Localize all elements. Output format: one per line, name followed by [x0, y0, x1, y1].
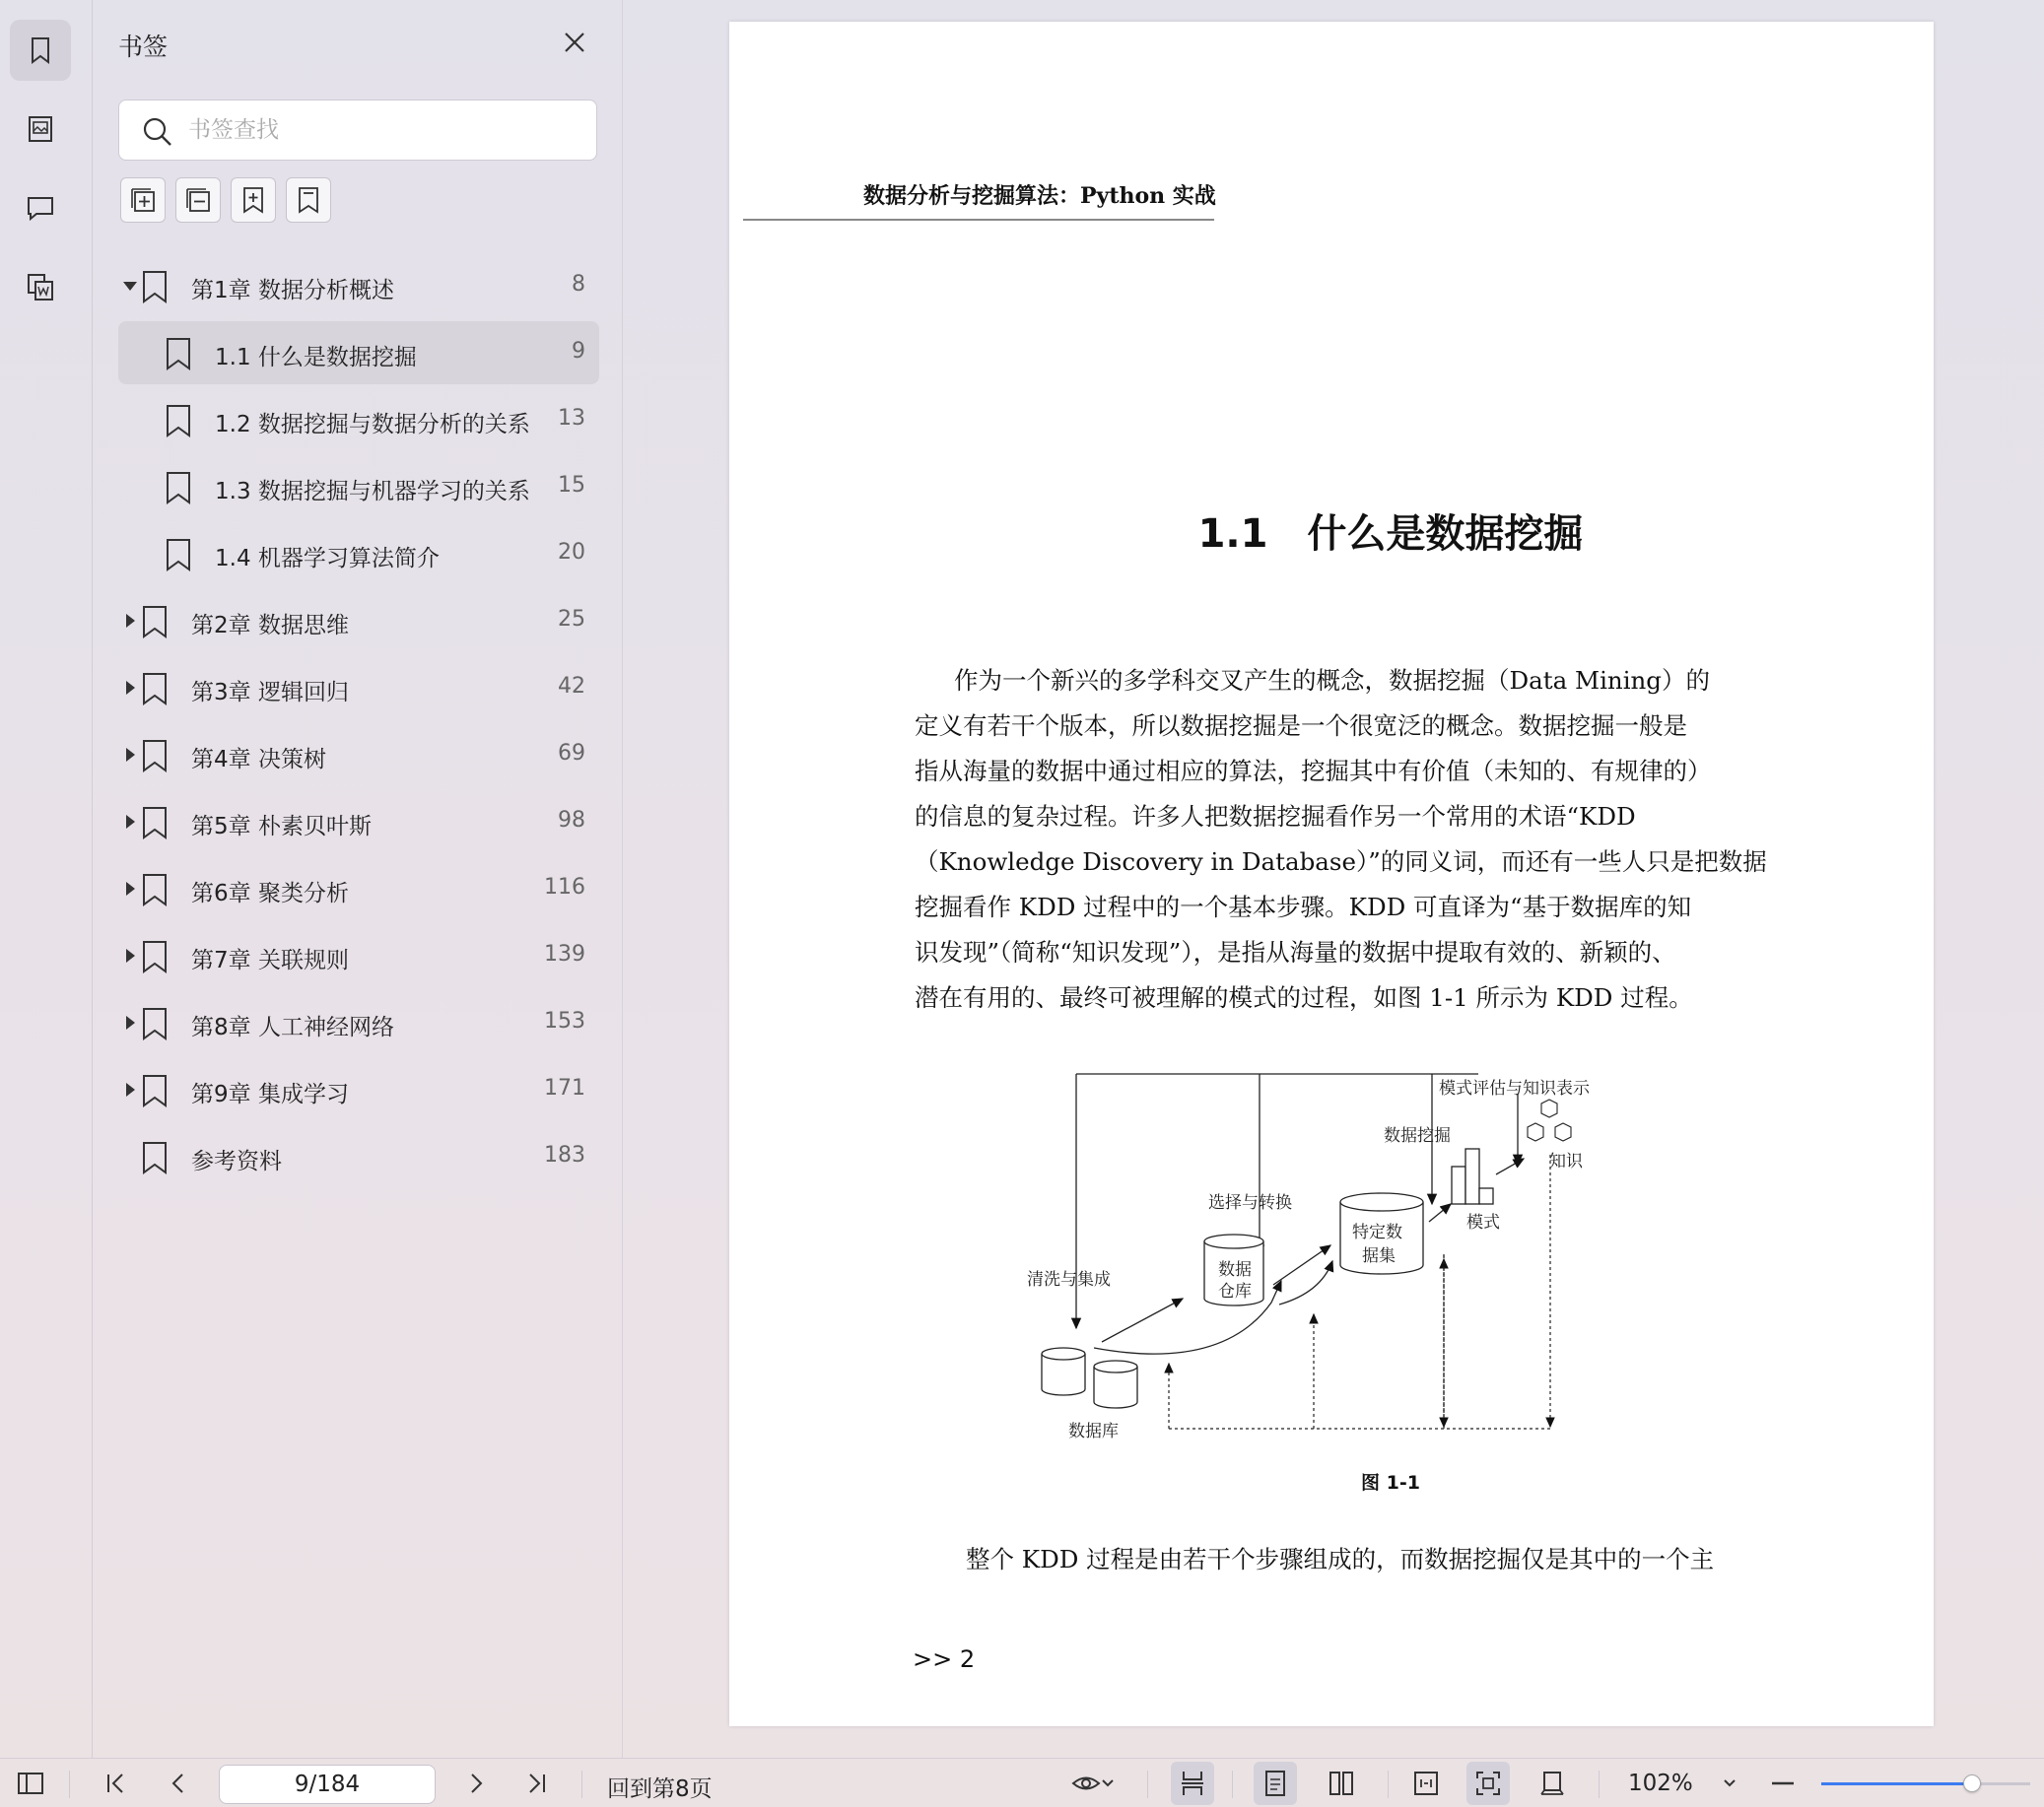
- fig-label-eval: 模式评估与知识表示: [1439, 1079, 1590, 1099]
- section-title: 1.1 什么是数据挖掘: [1197, 511, 1584, 557]
- bookmark-item[interactable]: [118, 924, 599, 987]
- separator: [1147, 1771, 1148, 1798]
- collapsed-arrow-icon[interactable]: [126, 815, 135, 829]
- eye-icon: [1071, 1769, 1101, 1798]
- bookmark-title: 第8章 人工神经网络: [191, 1015, 394, 1040]
- separator: [1232, 1771, 1233, 1798]
- add-bookmark-icon: [238, 184, 269, 216]
- fig-label-dataset-2: 据集: [1362, 1246, 1396, 1266]
- first-page-button[interactable]: [99, 1767, 132, 1800]
- bookmark-icon: [166, 538, 191, 571]
- fig-label-pattern: 模式: [1466, 1213, 1500, 1233]
- search-icon: [141, 115, 174, 149]
- text-recognition-icon: [25, 271, 56, 302]
- page-number: >> 2: [913, 1645, 976, 1673]
- bookmark-page: 42: [558, 674, 585, 699]
- bookmark-icon: [166, 471, 191, 504]
- page-orientation-icon: [1537, 1769, 1567, 1798]
- bookmark-page: 15: [558, 473, 585, 498]
- bookmark-panel: [93, 0, 623, 1758]
- bookmark-icon: [293, 184, 324, 216]
- zoom-level[interactable]: 102%: [1628, 1771, 1693, 1796]
- fig-label-mining: 数据挖掘: [1384, 1126, 1451, 1146]
- bookmark-item[interactable]: [118, 321, 599, 384]
- bookmark-title: 第5章 朴素贝叶斯: [191, 814, 372, 839]
- paragraph-line: 挖掘看作 KDD 过程中的一个基本步骤。KDD 可直译为“基于数据库的知: [915, 893, 1692, 921]
- bookmark-icon: [166, 337, 191, 370]
- paragraph-line: 定义有若干个版本，所以数据挖掘是一个很宽泛的概念。数据挖掘一般是: [915, 711, 1687, 740]
- next-page-button[interactable]: [459, 1767, 493, 1800]
- bookmark-title: 第4章 决策树: [191, 747, 326, 772]
- bookmark-item[interactable]: [118, 1058, 599, 1121]
- paragraph-line: （Knowledge Discovery in Database）”的同义词，而还有一些人只是把数据: [915, 847, 1767, 876]
- bookmark-search-box[interactable]: [118, 100, 597, 161]
- bookmark-page: 8: [572, 272, 585, 297]
- zoom-dropdown-button[interactable]: [1713, 1767, 1746, 1800]
- document-page: [729, 22, 1934, 1726]
- prev-page-button[interactable]: [162, 1767, 195, 1800]
- bookmark-icon: [142, 873, 168, 906]
- bookmark-icon: [142, 605, 168, 638]
- paragraph-line: 识发现”（简称“知识发现”），是指从海量的数据中提取有效的、新颖的、: [915, 938, 1676, 967]
- two-page-button[interactable]: [1325, 1767, 1358, 1800]
- bookmark-item[interactable]: [118, 388, 599, 451]
- bookmark-item[interactable]: [118, 790, 599, 853]
- fit-page-icon: [1473, 1769, 1503, 1798]
- first-page-icon: [101, 1769, 130, 1798]
- running-head: 数据分析与挖掘算法：Python 实战: [863, 183, 1216, 209]
- page-number-input[interactable]: [219, 1765, 436, 1804]
- bookmark-page: 9: [572, 339, 585, 364]
- bookmark-page: 98: [558, 808, 585, 833]
- bookmark-icon: [142, 739, 168, 772]
- expand-all-icon: [127, 184, 159, 216]
- bookmark-page: 25: [558, 607, 585, 632]
- bookmark-title: 第7章 关联规则: [191, 948, 349, 973]
- zoom-slider[interactable]: [1821, 1782, 2030, 1785]
- zoom-out-button[interactable]: [1766, 1767, 1800, 1800]
- two-page-icon: [1327, 1769, 1356, 1798]
- chevron-right-icon: [461, 1769, 491, 1798]
- expanded-arrow-icon[interactable]: [123, 282, 137, 291]
- fig-label-select: 选择与转换: [1208, 1193, 1292, 1213]
- paragraph-line: 潜在有用的、最终可被理解的模式的过程，如图 1-1 所示为 KDD 过程。: [915, 983, 1693, 1012]
- fig-label-clean: 清洗与集成: [1027, 1270, 1111, 1290]
- bookmark-title: 1.1 什么是数据挖掘: [215, 345, 417, 370]
- knowledge-hexagons: [1528, 1100, 1571, 1141]
- collapsed-arrow-icon[interactable]: [126, 1083, 135, 1097]
- fig-label-dataset-1: 特定数: [1352, 1223, 1402, 1242]
- close-icon[interactable]: [560, 28, 589, 57]
- separator: [581, 1771, 582, 1798]
- bookmark-icon: [142, 672, 168, 705]
- kdd-process-figure: [1025, 1046, 1590, 1460]
- bookmark-item[interactable]: [118, 723, 599, 786]
- bookmark-title: 第2章 数据思维: [191, 613, 349, 638]
- bookmark-icon: [142, 270, 168, 303]
- toggle-sidebar-button[interactable]: [14, 1767, 47, 1800]
- bookmark-current-page-button[interactable]: [286, 177, 331, 223]
- collapsed-arrow-icon[interactable]: [126, 949, 135, 963]
- bookmark-item[interactable]: [118, 254, 599, 317]
- bookmark-title: 参考资料: [191, 1149, 282, 1174]
- fig-label-warehouse-1: 数据: [1218, 1260, 1252, 1280]
- bookmark-title: 第6章 聚类分析: [191, 881, 349, 906]
- chevron-down-icon: [1101, 1776, 1115, 1790]
- comment-panel-button[interactable]: [10, 177, 71, 238]
- bookmark-page: 69: [558, 741, 585, 766]
- expand-all-button[interactable]: [120, 177, 166, 223]
- panel-title: 书签: [118, 33, 169, 61]
- bookmark-item[interactable]: [118, 589, 599, 652]
- fit-width-icon: [1411, 1769, 1441, 1798]
- zoom-slider-knob[interactable]: [1963, 1774, 1981, 1792]
- collapsed-arrow-icon[interactable]: [126, 681, 135, 695]
- paragraph-line: 的信息的复杂过程。许多人把数据挖掘看作另一个常用的术语“KDD: [915, 802, 1636, 831]
- figure-caption: 图 1-1: [1361, 1472, 1420, 1494]
- separator: [1388, 1771, 1389, 1798]
- bookmark-title: 第3章 逻辑回归: [191, 680, 349, 705]
- paragraph-line: 指从海量的数据中通过相应的算法，挖掘其中有价值（未知的、有规律的）: [915, 757, 1712, 785]
- collapsed-arrow-icon[interactable]: [126, 1016, 135, 1030]
- collapsed-arrow-icon[interactable]: [126, 748, 135, 762]
- bookmark-page: 153: [544, 1009, 585, 1034]
- bookmark-icon: [142, 806, 168, 839]
- bookmark-icon: [142, 1007, 168, 1040]
- bookmark-item[interactable]: [118, 522, 599, 585]
- add-bookmark-button[interactable]: [231, 177, 276, 223]
- single-page-icon: [1260, 1769, 1290, 1798]
- last-page-icon: [522, 1769, 552, 1798]
- database-cylinders: [1042, 1348, 1137, 1408]
- body-paragraph-2: 整个 KDD 过程是由若干个步骤组成的，而数据挖掘仅是其中的一个主: [966, 1545, 1715, 1573]
- bottom-toolbar: [0, 1758, 2044, 1807]
- bookmark-title: 1.2 数据挖掘与数据分析的关系: [215, 412, 530, 437]
- fit-page-button[interactable]: [1466, 1762, 1510, 1805]
- bookmark-title: 第9章 集成学习: [191, 1082, 349, 1107]
- bookmark-toolbar: [120, 177, 331, 223]
- bookmark-search-input[interactable]: [188, 100, 582, 160]
- bookmark-icon: [166, 404, 191, 437]
- bookmark-list: [118, 254, 599, 1192]
- thumbnail-panel-button[interactable]: [10, 99, 71, 160]
- collapsed-arrow-icon[interactable]: [126, 882, 135, 896]
- bookmark-item[interactable]: [118, 1125, 599, 1188]
- separator: [69, 1771, 70, 1798]
- text-recognition-panel-button[interactable]: [10, 256, 71, 317]
- image-thumbnail-icon: [25, 113, 56, 145]
- last-page-button[interactable]: [520, 1767, 554, 1800]
- page-orientation-button[interactable]: [1535, 1767, 1569, 1800]
- bookmark-icon: [142, 1074, 168, 1107]
- bookmark-page: 139: [544, 942, 585, 967]
- chevron-down-icon: [1723, 1776, 1737, 1790]
- left-icon-rail: [0, 0, 93, 1758]
- bookmark-item[interactable]: [118, 857, 599, 920]
- zoom-slider-fill: [1821, 1782, 1972, 1785]
- bookmark-title: 1.3 数据挖掘与机器学习的关系: [215, 479, 530, 504]
- collapsed-arrow-icon[interactable]: [126, 614, 135, 628]
- bookmark-title: 第1章 数据分析概述: [191, 278, 394, 303]
- fig-label-warehouse-2: 仓库: [1218, 1282, 1252, 1302]
- bookmark-panel-button[interactable]: [10, 20, 71, 81]
- continuous-scroll-button[interactable]: [1171, 1762, 1214, 1805]
- fig-label-database: 数据库: [1068, 1422, 1119, 1441]
- bookmark-page: 13: [558, 406, 585, 431]
- minus-icon: [1768, 1769, 1798, 1798]
- bookmark-page: 183: [544, 1143, 585, 1168]
- sidebar-icon: [16, 1769, 45, 1798]
- fig-label-knowledge: 知识: [1549, 1152, 1583, 1171]
- bookmark-icon: [25, 34, 56, 66]
- view-mode-dropdown[interactable]: [1064, 1767, 1122, 1800]
- fit-width-button[interactable]: [1409, 1767, 1443, 1800]
- paragraph-line: 作为一个新兴的多学科交叉产生的概念，数据挖掘（Data Mining）的: [954, 666, 1710, 695]
- collapse-all-button[interactable]: [175, 177, 221, 223]
- bookmark-page: 171: [544, 1076, 585, 1101]
- running-head-rule: [743, 219, 1214, 221]
- continuous-scroll-icon: [1178, 1769, 1207, 1798]
- bookmark-item[interactable]: [118, 455, 599, 518]
- bookmark-title: 1.4 机器学习算法简介: [215, 546, 440, 571]
- back-to-page-link[interactable]: 回到第8页: [607, 1776, 713, 1802]
- single-page-button[interactable]: [1254, 1762, 1297, 1805]
- bookmark-item[interactable]: [118, 656, 599, 719]
- bookmark-page: 116: [544, 875, 585, 900]
- chevron-left-icon: [164, 1769, 193, 1798]
- body-paragraph: [915, 658, 1767, 1021]
- comment-icon: [25, 192, 56, 224]
- pattern-bars: [1452, 1149, 1493, 1204]
- separator: [1599, 1771, 1600, 1798]
- bookmark-icon: [142, 940, 168, 973]
- bookmark-icon: [142, 1141, 168, 1174]
- bookmark-item[interactable]: [118, 991, 599, 1054]
- collapse-all-icon: [182, 184, 214, 216]
- bookmark-page: 20: [558, 540, 585, 565]
